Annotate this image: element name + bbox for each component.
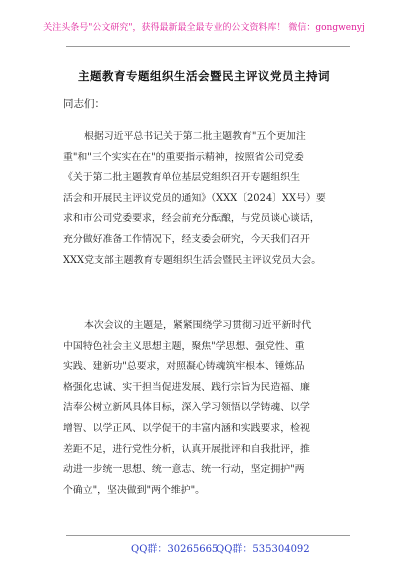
paragraph-line: 求和市公司党委要求，经会前充分酝酿，与党员谈心谈话， <box>63 213 320 225</box>
paragraph-line: XXX党支部主题教育专题组织生活会暨民主评议党员大会。 <box>63 254 322 266</box>
paragraph-line: 个确立"，坚决做到"两个维护"。 <box>63 484 206 496</box>
paragraph-line: 实践、建新功"总要求，对照凝心铸魂筑牢根本、锤炼品 <box>63 361 305 373</box>
paragraph-line: 根据习近平总书记关于第二批主题教育"五个更加注 <box>84 131 306 142</box>
paragraph-line: 增智、以学正风、以学促干的丰富内涵和实践要求，检视 <box>63 422 310 434</box>
qq-group-right: QQ群：535304092 <box>216 544 310 555</box>
document-title: 主题教育专题组织生活会暨民主评议党员主持词 <box>78 69 330 83</box>
footer-divider <box>66 535 350 536</box>
paragraph-1 <box>63 127 346 271</box>
paragraph-line: 活会和开展民主评议党员的通知》（XXX〔2024〕XX号）要 <box>63 192 326 204</box>
qq-group-left: QQ群：30265665 <box>131 544 219 555</box>
promo-banner: 关注头条号"公文研究"，获得最新最全最专业的公文资料库！ 微信：gongwenyj <box>43 23 365 33</box>
header-divider <box>66 46 350 47</box>
salutation: 同志们： <box>63 98 105 110</box>
paragraph-line: 充分做好准备工作情况下，经支委会研究，今天我们召开 <box>63 233 310 245</box>
paragraph-line: 格强化忠诚、实干担当促进发展、践行宗旨为民造福、廉 <box>63 381 310 393</box>
paragraph-line: 洁奉公树立新风具体目标，深入学习领悟以学铸魂、以学 <box>63 402 310 414</box>
paragraph-line: 《关于第二批主题教育单位基层党组织召开专题组织生 <box>63 172 301 184</box>
paragraph-line: 中国特色社会主义思想主题，聚焦"学思想、强党性、重 <box>63 340 305 352</box>
paragraph-line: 差距不足，进行党性分析，认真开展批评和自我批评，推 <box>63 443 310 455</box>
paragraph-2 <box>63 316 346 501</box>
paragraph-line: 动进一步统一思想、统一意志、统一行动，坚定拥护"两 <box>63 464 305 476</box>
paragraph-line: 重"和"三个实实在在"的重要指示精神，按照省公司党委 <box>63 151 304 163</box>
paragraph-line: 本次会议的主题是，紧紧围绕学习贯彻习近平新时代 <box>84 320 312 331</box>
